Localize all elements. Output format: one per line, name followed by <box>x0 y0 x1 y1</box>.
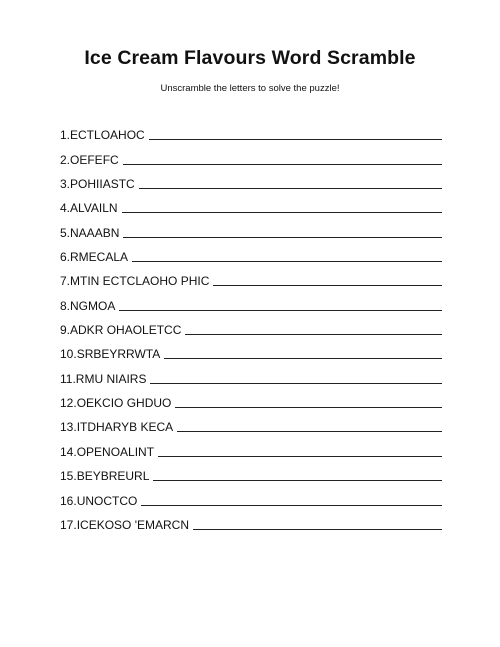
item-number: 3. <box>60 177 71 192</box>
scrambled-word: OEFEFC <box>70 152 119 167</box>
item-number: 13. <box>60 420 77 435</box>
list-item <box>60 142 442 166</box>
scrambled-word: OPENOALINT <box>76 444 155 459</box>
list-item <box>60 240 442 264</box>
scrambled-word: ECTLOAHOC <box>70 128 145 143</box>
list-item <box>60 118 442 142</box>
item-number: 15. <box>60 469 77 484</box>
scrambled-word: ADKR OHAOLETCC <box>70 323 182 338</box>
item-number: 6. <box>60 250 71 265</box>
answer-line <box>164 358 442 359</box>
list-item <box>60 483 442 507</box>
item-number: 8. <box>60 298 71 313</box>
answer-line <box>122 212 442 213</box>
answer-line <box>119 310 442 311</box>
list-item <box>60 459 442 483</box>
scrambled-word: ITDHARYB KECA <box>76 420 174 435</box>
scrambled-word: NGMOA <box>70 298 116 313</box>
item-number: 4. <box>60 201 71 216</box>
scrambled-word: OEKCIO GHDUO <box>76 396 172 411</box>
scrambled-word: ALVAILN <box>70 201 118 216</box>
scrambled-word: RMU NIAIRS <box>75 371 147 386</box>
list-item <box>60 386 442 410</box>
list-item <box>60 410 442 434</box>
list-item <box>60 288 442 312</box>
item-number: 5. <box>60 225 71 240</box>
item-number: 7. <box>60 274 71 289</box>
item-number: 14. <box>60 444 77 459</box>
scrambled-word: MTIN ECTCLAOHO PHIC <box>70 274 210 289</box>
answer-line <box>132 261 442 262</box>
scrambled-word: ICEKOSO 'EMARCN <box>76 517 189 532</box>
answer-line <box>141 505 442 506</box>
scrambled-word: BEYBREURL <box>76 469 150 484</box>
answer-line <box>123 164 442 165</box>
item-number: 9. <box>60 323 71 338</box>
answer-line <box>193 529 442 530</box>
item-number: 1. <box>60 128 71 143</box>
answer-line <box>149 139 442 140</box>
answer-line <box>185 334 442 335</box>
answer-line <box>177 431 442 432</box>
list-item <box>60 191 442 215</box>
list-item <box>60 313 442 337</box>
scrambled-word: POHIIASTC <box>70 177 135 192</box>
scrambled-word: UNOCTCO <box>76 493 138 508</box>
item-number: 12. <box>60 396 77 411</box>
answer-line <box>158 456 442 457</box>
list-item <box>60 434 442 458</box>
scrambled-word: RMECALA <box>70 250 129 265</box>
item-number: 2. <box>60 152 71 167</box>
answer-line <box>139 188 442 189</box>
item-number: 16. <box>60 493 77 508</box>
answer-line <box>213 285 442 286</box>
list-item <box>60 361 442 385</box>
list-item <box>60 215 442 239</box>
item-number: 10. <box>60 347 77 362</box>
scramble-list <box>60 118 442 532</box>
item-number: 17. <box>60 517 77 532</box>
list-item <box>60 167 442 191</box>
scrambled-word: SRBEYRRWTA <box>76 347 161 362</box>
list-item <box>60 264 442 288</box>
answer-line <box>175 407 442 408</box>
list-item <box>60 508 442 532</box>
page-title: Ice Cream Flavours Word Scramble <box>84 47 416 69</box>
answer-line <box>150 383 442 384</box>
instructions-text: Unscramble the letters to solve the puzzle! <box>160 83 340 94</box>
answer-line <box>153 480 442 481</box>
scrambled-word: NAAABN <box>70 225 120 240</box>
answer-line <box>123 237 442 238</box>
item-number: 11. <box>60 371 76 386</box>
list-item <box>60 337 442 361</box>
